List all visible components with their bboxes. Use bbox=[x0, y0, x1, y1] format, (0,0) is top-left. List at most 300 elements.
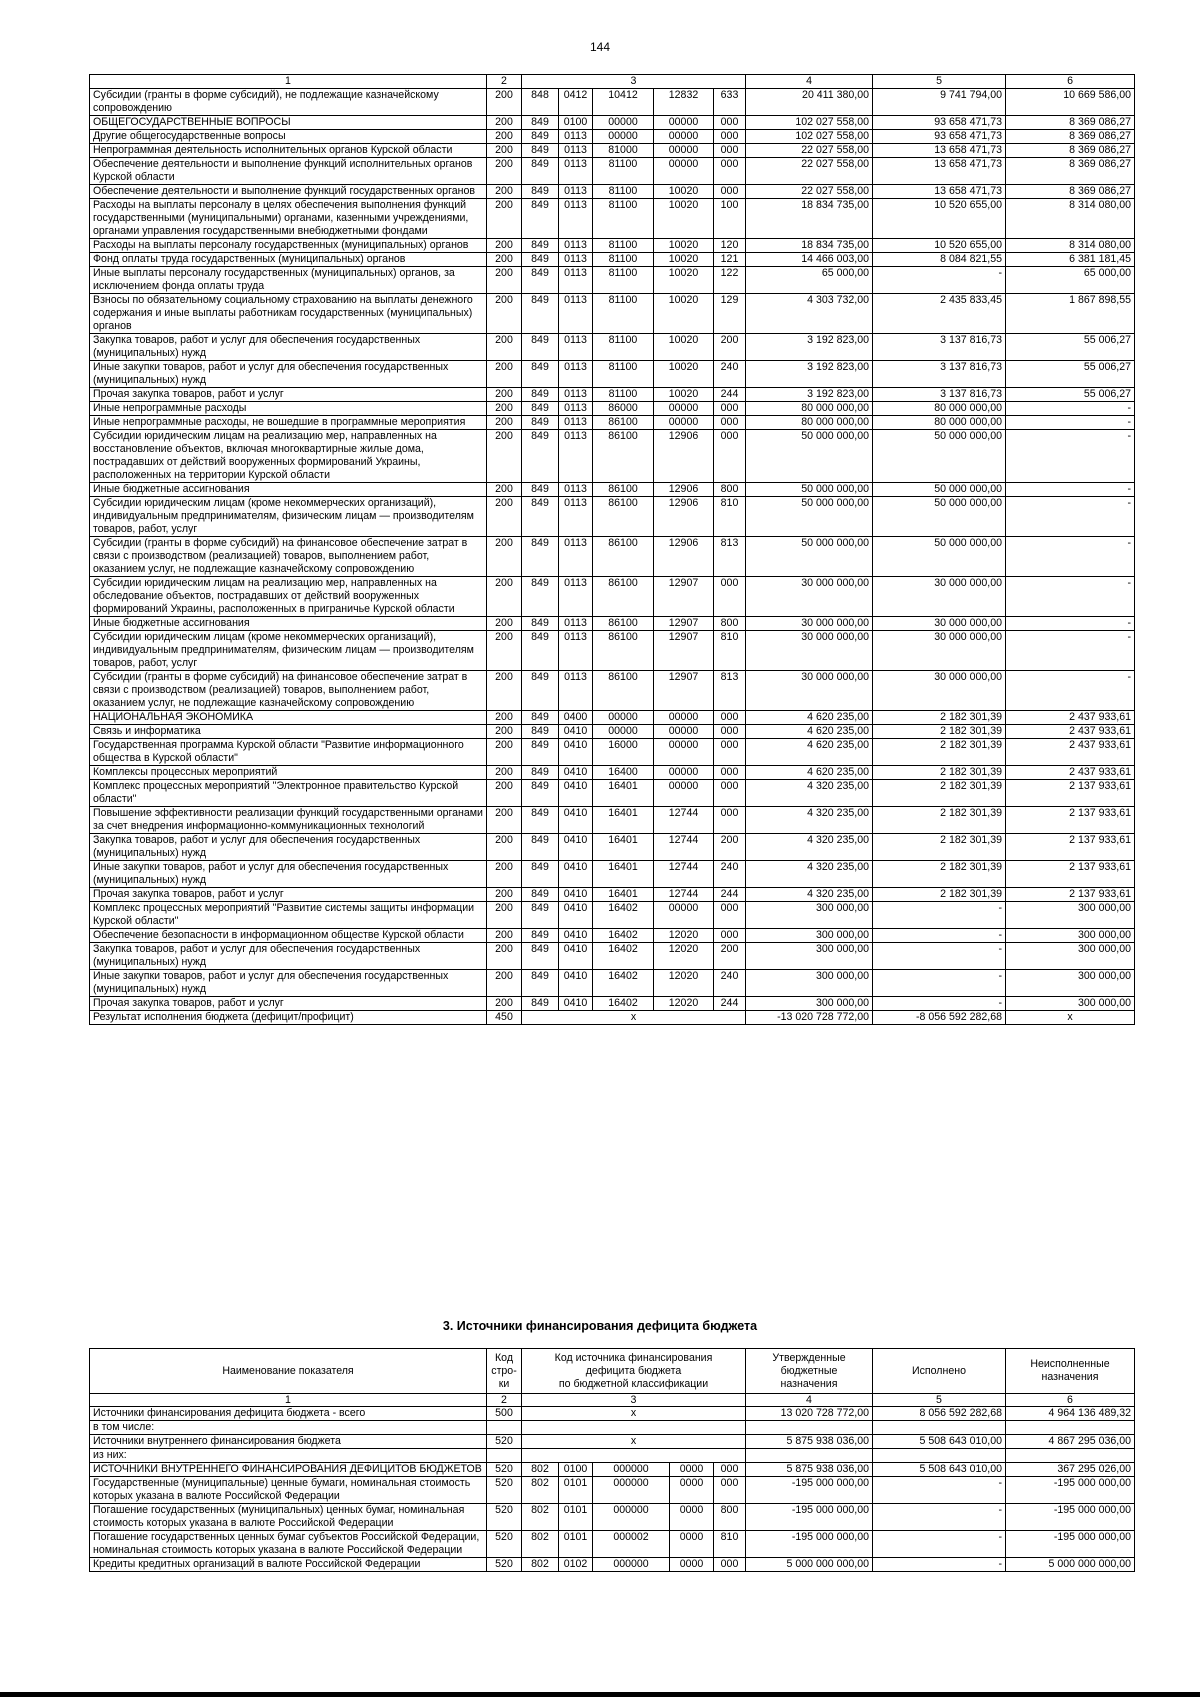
table-row bbox=[90, 1504, 1135, 1531]
unexecuted-amount: - bbox=[1006, 617, 1135, 631]
classification-code: 0410 bbox=[559, 943, 593, 970]
classification-code: 849 bbox=[522, 185, 559, 199]
header-line-code bbox=[487, 1349, 522, 1394]
unexecuted-amount: 2 437 933,61 bbox=[1006, 739, 1135, 766]
executed-amount: - bbox=[873, 943, 1006, 970]
classification-code: 12020 bbox=[654, 929, 714, 943]
unexecuted-amount: 2 137 933,61 bbox=[1006, 780, 1135, 807]
classification-code: 240 bbox=[714, 861, 746, 888]
line-code: 520 bbox=[487, 1531, 522, 1558]
classification-code: 00000 bbox=[654, 402, 714, 416]
classification-code: 849 bbox=[522, 780, 559, 807]
table-row bbox=[90, 294, 1135, 334]
classification-code: 849 bbox=[522, 253, 559, 267]
unexecuted-amount: - bbox=[1006, 631, 1135, 671]
empty-cell bbox=[1006, 1421, 1135, 1435]
classification-code: 849 bbox=[522, 416, 559, 430]
unexecuted-amount: 300 000,00 bbox=[1006, 929, 1135, 943]
classification-code: 81100 bbox=[593, 199, 654, 239]
column-number: 3 bbox=[522, 75, 746, 89]
table-row bbox=[90, 416, 1135, 430]
classification-code: 0400 bbox=[559, 711, 593, 725]
unexecuted-amount: - bbox=[1006, 537, 1135, 577]
table-row bbox=[90, 130, 1135, 144]
classification-code: 0410 bbox=[559, 807, 593, 834]
approved-amount: 18 834 735,00 bbox=[746, 199, 873, 239]
line-code: 520 bbox=[487, 1463, 522, 1477]
approved-amount: 4 320 235,00 bbox=[746, 780, 873, 807]
total-row bbox=[90, 1435, 1135, 1449]
classification-code: 0000 bbox=[670, 1477, 714, 1504]
classification-code: 12907 bbox=[654, 671, 714, 711]
approved-amount: 102 027 558,00 bbox=[746, 130, 873, 144]
classification-code: 81100 bbox=[593, 361, 654, 388]
header-line: Неисполненные bbox=[1030, 1358, 1110, 1370]
subheading-label: из них: bbox=[90, 1449, 487, 1463]
row-name: Закупка товаров, работ и услуг для обеспечения государственных (муниципальных) нужд bbox=[90, 834, 487, 861]
executed-amount: 2 182 301,39 bbox=[873, 739, 1006, 766]
approved-amount: 14 466 003,00 bbox=[746, 253, 873, 267]
classification-code: 849 bbox=[522, 617, 559, 631]
classification-code: 12744 bbox=[654, 807, 714, 834]
table-row bbox=[90, 199, 1135, 239]
classification-code: 244 bbox=[714, 997, 746, 1011]
classification-code: 849 bbox=[522, 902, 559, 929]
line-code: 200 bbox=[487, 144, 522, 158]
header-line: ки bbox=[498, 1377, 510, 1390]
table-row bbox=[90, 334, 1135, 361]
line-code: 200 bbox=[487, 89, 522, 116]
executed-amount: 13 658 471,73 bbox=[873, 158, 1006, 185]
row-name: Иные бюджетные ассигнования bbox=[90, 483, 487, 497]
classification-code: 849 bbox=[522, 943, 559, 970]
unexecuted-amount: 6 381 181,45 bbox=[1006, 253, 1135, 267]
executed-amount: 2 182 301,39 bbox=[873, 766, 1006, 780]
row-name: Субсидии (гранты в форме субсидий) на финансовое обеспечение затрат в связи с производством (реализацией) товаров, выполнением работ, оказанием услуг, не подлежащие казначейскому сопровождению bbox=[90, 537, 487, 577]
classification-code: 12020 bbox=[654, 943, 714, 970]
classification-code: 0113 bbox=[559, 671, 593, 711]
approved-amount: 300 000,00 bbox=[746, 902, 873, 929]
classification-code: 810 bbox=[714, 631, 746, 671]
line-code: 200 bbox=[487, 888, 522, 902]
table-row bbox=[90, 766, 1135, 780]
executed-amount: 8 056 592 282,68 bbox=[873, 1407, 1006, 1421]
classification-code: 00000 bbox=[654, 739, 714, 766]
classification-code: 81100 bbox=[593, 294, 654, 334]
approved-amount: 4 620 235,00 bbox=[746, 725, 873, 739]
row-name: Погашение государственных ценных бумаг субъектов Российской Федерации, номинальная стоимость которых указана в валюте Российской Федерации bbox=[90, 1531, 487, 1558]
total-row bbox=[90, 1407, 1135, 1421]
classification-code: 81100 bbox=[593, 388, 654, 402]
classification-code: 10020 bbox=[654, 388, 714, 402]
classification-code: 800 bbox=[714, 617, 746, 631]
line-code: 200 bbox=[487, 239, 522, 253]
row-name: Прочая закупка товаров, работ и услуг bbox=[90, 997, 487, 1011]
line-code: 200 bbox=[487, 997, 522, 1011]
row-name: Кредиты кредитных организаций в валюте Российской Федерации bbox=[90, 1558, 487, 1572]
classification-code: 0100 bbox=[559, 1463, 593, 1477]
executed-amount: - bbox=[873, 970, 1006, 997]
table-row bbox=[90, 497, 1135, 537]
row-name: ОБЩЕГОСУДАРСТВЕННЫЕ ВОПРОСЫ bbox=[90, 116, 487, 130]
table-row bbox=[90, 1558, 1135, 1572]
classification-code: 00000 bbox=[654, 158, 714, 185]
subheading-label: в том числе: bbox=[90, 1421, 487, 1435]
header-name: Наименование показателя bbox=[90, 1349, 487, 1394]
classification-code: 10020 bbox=[654, 361, 714, 388]
classification-code: 00000 bbox=[654, 766, 714, 780]
classification-code: 849 bbox=[522, 807, 559, 834]
line-code: 200 bbox=[487, 780, 522, 807]
header-executed: Исполнено bbox=[873, 1349, 1006, 1394]
classification-code: 000 bbox=[714, 158, 746, 185]
executed-amount: 2 182 301,39 bbox=[873, 861, 1006, 888]
column-number: 4 bbox=[746, 75, 873, 89]
row-name: Субсидии юридическим лицам на реализацию мер, направленных на восстановление объектов, включая многоквартирные жилые дома, пострадавших от действий вооруженных формирований Украины, расположенных на территории Курской области bbox=[90, 430, 487, 483]
line-code: 200 bbox=[487, 834, 522, 861]
column-number: 1 bbox=[90, 1394, 487, 1407]
approved-amount: 300 000,00 bbox=[746, 943, 873, 970]
executed-amount: 93 658 471,73 bbox=[873, 116, 1006, 130]
classification-code: 16401 bbox=[593, 780, 654, 807]
classification-code: 12907 bbox=[654, 617, 714, 631]
unexecuted-amount: 367 295 026,00 bbox=[1006, 1463, 1135, 1477]
classification-code: 122 bbox=[714, 267, 746, 294]
approved-amount: 50 000 000,00 bbox=[746, 497, 873, 537]
empty-cell bbox=[487, 1449, 522, 1463]
unexecuted-amount: x bbox=[1006, 1011, 1135, 1025]
executed-amount: 2 182 301,39 bbox=[873, 888, 1006, 902]
classification-code: 12907 bbox=[654, 577, 714, 617]
classification-code: 00000 bbox=[593, 116, 654, 130]
classification-code: 16402 bbox=[593, 970, 654, 997]
classification-code: 0113 bbox=[559, 334, 593, 361]
classification-code: 813 bbox=[714, 671, 746, 711]
table-row bbox=[90, 483, 1135, 497]
classification-code: 0113 bbox=[559, 361, 593, 388]
classification-code: 0113 bbox=[559, 483, 593, 497]
classification-code: 10412 bbox=[593, 89, 654, 116]
header-line: назначения bbox=[1041, 1371, 1099, 1383]
classification-code: 00000 bbox=[654, 144, 714, 158]
table-row bbox=[90, 388, 1135, 402]
row-name: Субсидии юридическим лицам (кроме некоммерческих организаций), индивидуальным предпринимателям, физическим лицам — производителям товаров, работ, услуг bbox=[90, 631, 487, 671]
line-code: 200 bbox=[487, 267, 522, 294]
deficit-sources-table bbox=[89, 1348, 1135, 1572]
classification-code: 813 bbox=[714, 537, 746, 577]
classification-code: 000 bbox=[714, 1477, 746, 1504]
classification-code: 0113 bbox=[559, 430, 593, 483]
classification-code: 849 bbox=[522, 739, 559, 766]
classification-code: 800 bbox=[714, 483, 746, 497]
line-code: 200 bbox=[487, 334, 522, 361]
table-row bbox=[90, 671, 1135, 711]
classification-code: 000 bbox=[714, 402, 746, 416]
unexecuted-amount: 2 437 933,61 bbox=[1006, 766, 1135, 780]
table-row bbox=[90, 997, 1135, 1011]
classification-code: 0113 bbox=[559, 294, 593, 334]
row-name: НАЦИОНАЛЬНАЯ ЭКОНОМИКА bbox=[90, 711, 487, 725]
executed-amount: 50 000 000,00 bbox=[873, 430, 1006, 483]
classification-code: 0410 bbox=[559, 739, 593, 766]
approved-amount: 300 000,00 bbox=[746, 997, 873, 1011]
unexecuted-amount: - bbox=[1006, 483, 1135, 497]
table-row bbox=[90, 929, 1135, 943]
line-code: 200 bbox=[487, 416, 522, 430]
unexecuted-amount: 55 006,27 bbox=[1006, 334, 1135, 361]
row-name: Государственная программа Курской области "Развитие информационного общества в Курской области" bbox=[90, 739, 487, 766]
executed-amount: - bbox=[873, 1504, 1006, 1531]
row-name: Государственные (муниципальные) ценные бумаги, номинальная стоимость которых указана в валюте Российской Федерации bbox=[90, 1477, 487, 1504]
unexecuted-amount: 8 369 086,27 bbox=[1006, 158, 1135, 185]
subheading-row bbox=[90, 1449, 1135, 1463]
classification-code: 86100 bbox=[593, 537, 654, 577]
executed-amount: 5 508 643 010,00 bbox=[873, 1435, 1006, 1449]
classification-code: 0113 bbox=[559, 253, 593, 267]
row-name: Субсидии юридическим лицам на реализацию мер, направленных на обследование объектов, пострадавших от действий вооруженных формирований Украины, расположенных в приграничье Курской области bbox=[90, 577, 487, 617]
classification-code: 0113 bbox=[559, 199, 593, 239]
classification-code: 0410 bbox=[559, 970, 593, 997]
line-code: 200 bbox=[487, 725, 522, 739]
classification-code: 10020 bbox=[654, 185, 714, 199]
classification-code: 81000 bbox=[593, 144, 654, 158]
classification-code: 0113 bbox=[559, 537, 593, 577]
classification-code: 00000 bbox=[593, 711, 654, 725]
classification-code: 849 bbox=[522, 402, 559, 416]
classification-code: 000 bbox=[714, 766, 746, 780]
unexecuted-amount: 8 369 086,27 bbox=[1006, 185, 1135, 199]
classification-code: 86100 bbox=[593, 577, 654, 617]
column-number: 3 bbox=[522, 1394, 746, 1407]
row-name: Комплексы процессных мероприятий bbox=[90, 766, 487, 780]
table-row bbox=[90, 902, 1135, 929]
classification-code: 0412 bbox=[559, 89, 593, 116]
classification-code: 000 bbox=[714, 416, 746, 430]
approved-amount: 50 000 000,00 bbox=[746, 537, 873, 577]
executed-amount: - bbox=[873, 1558, 1006, 1572]
classification-code: 200 bbox=[714, 943, 746, 970]
classification-code: 802 bbox=[522, 1477, 559, 1504]
classification-code: 12906 bbox=[654, 483, 714, 497]
classification-code: 849 bbox=[522, 483, 559, 497]
line-code: 200 bbox=[487, 617, 522, 631]
row-name: Комплекс процессных мероприятий "Электронное правительство Курской области" bbox=[90, 780, 487, 807]
row-name: Другие общегосударственные вопросы bbox=[90, 130, 487, 144]
line-code: 200 bbox=[487, 402, 522, 416]
table-row bbox=[90, 253, 1135, 267]
classification-code: 0410 bbox=[559, 725, 593, 739]
classification-code: 00000 bbox=[654, 902, 714, 929]
classification-code: 81100 bbox=[593, 239, 654, 253]
classification-code: 12744 bbox=[654, 888, 714, 902]
empty-cell bbox=[873, 1421, 1006, 1435]
classification-code: 000 bbox=[714, 739, 746, 766]
classification-code: 10020 bbox=[654, 199, 714, 239]
classification-code: 00000 bbox=[654, 711, 714, 725]
empty-cell bbox=[873, 1449, 1006, 1463]
approved-amount: 102 027 558,00 bbox=[746, 116, 873, 130]
row-name: Иные выплаты персоналу государственных (муниципальных) органов, за исключением фонда оплаты труда bbox=[90, 267, 487, 294]
unexecuted-amount: 4 964 136 489,32 bbox=[1006, 1407, 1135, 1421]
row-name: Закупка товаров, работ и услуг для обеспечения государственных (муниципальных) нужд bbox=[90, 334, 487, 361]
classification-code: 86100 bbox=[593, 617, 654, 631]
row-name: Иные непрограммные расходы, не вошедшие в программные мероприятия bbox=[90, 416, 487, 430]
classification-code: 0113 bbox=[559, 239, 593, 253]
classification-code: 86100 bbox=[593, 671, 654, 711]
classification-code: 000 bbox=[714, 725, 746, 739]
unexecuted-amount: 2 437 933,61 bbox=[1006, 725, 1135, 739]
approved-amount: 4 303 732,00 bbox=[746, 294, 873, 334]
classification-code: 000 bbox=[714, 185, 746, 199]
approved-amount: 22 027 558,00 bbox=[746, 158, 873, 185]
classification-code: 16401 bbox=[593, 888, 654, 902]
classification-code: 849 bbox=[522, 711, 559, 725]
table-row bbox=[90, 834, 1135, 861]
line-code: 200 bbox=[487, 671, 522, 711]
classification-code: 244 bbox=[714, 888, 746, 902]
classification-code: 849 bbox=[522, 144, 559, 158]
row-name: ИСТОЧНИКИ ВНУТРЕННЕГО ФИНАНСИРОВАНИЯ ДЕФИЦИТОВ БЮДЖЕТОВ bbox=[90, 1463, 487, 1477]
header-source-code bbox=[522, 1349, 746, 1394]
unexecuted-amount: 8 369 086,27 bbox=[1006, 144, 1135, 158]
classification-code: 86100 bbox=[593, 483, 654, 497]
unexecuted-amount: - bbox=[1006, 497, 1135, 537]
executed-amount: 30 000 000,00 bbox=[873, 631, 1006, 671]
classification-code: x bbox=[522, 1435, 746, 1449]
approved-amount: 3 192 823,00 bbox=[746, 334, 873, 361]
line-code: 200 bbox=[487, 130, 522, 144]
table-row bbox=[90, 158, 1135, 185]
classification-code: 0113 bbox=[559, 388, 593, 402]
table-row bbox=[90, 888, 1135, 902]
approved-amount: 5 875 938 036,00 bbox=[746, 1463, 873, 1477]
classification-code: 0113 bbox=[559, 416, 593, 430]
classification-code: 10020 bbox=[654, 239, 714, 253]
classification-code: 86100 bbox=[593, 430, 654, 483]
classification-code: 000002 bbox=[593, 1531, 670, 1558]
row-name: Комплекс процессных мероприятий "Развитие системы защиты информации Курской области" bbox=[90, 902, 487, 929]
row-name: Взносы по обязательному социальному страхованию на выплаты денежного содержания и иные выплаты работникам государственных (муниципальных) органов bbox=[90, 294, 487, 334]
classification-code: 0410 bbox=[559, 997, 593, 1011]
header-line: Код bbox=[494, 1351, 513, 1364]
executed-amount: 9 741 794,00 bbox=[873, 89, 1006, 116]
header-line: назначения bbox=[780, 1377, 838, 1390]
row-name: Фонд оплаты труда государственных (муниципальных) органов bbox=[90, 253, 487, 267]
table-row bbox=[90, 1531, 1135, 1558]
table-row bbox=[90, 267, 1135, 294]
classification-code: 0101 bbox=[559, 1477, 593, 1504]
classification-code: 849 bbox=[522, 239, 559, 253]
classification-code: 16402 bbox=[593, 943, 654, 970]
column-number: 6 bbox=[1006, 1394, 1135, 1407]
classification-code: 12907 bbox=[654, 631, 714, 671]
empty-cell bbox=[746, 1421, 873, 1435]
classification-code: 16401 bbox=[593, 861, 654, 888]
classification-code: 849 bbox=[522, 725, 559, 739]
classification-code: 0113 bbox=[559, 617, 593, 631]
line-code: 200 bbox=[487, 631, 522, 671]
table-row bbox=[90, 239, 1135, 253]
classification-code: 12906 bbox=[654, 497, 714, 537]
classification-code: 849 bbox=[522, 888, 559, 902]
empty-cell bbox=[746, 1449, 873, 1463]
line-code: 200 bbox=[487, 199, 522, 239]
executed-amount: 50 000 000,00 bbox=[873, 537, 1006, 577]
classification-code: 81100 bbox=[593, 185, 654, 199]
row-name: Повышение эффективности реализации функций государственными органами за счет внедрения информационно-коммуникационных технологий bbox=[90, 807, 487, 834]
classification-code: 10020 bbox=[654, 253, 714, 267]
line-code: 200 bbox=[487, 807, 522, 834]
classification-code: 200 bbox=[714, 334, 746, 361]
empty-cell bbox=[522, 1449, 746, 1463]
line-code: 200 bbox=[487, 497, 522, 537]
line-code: 200 bbox=[487, 537, 522, 577]
executed-amount: 2 182 301,39 bbox=[873, 807, 1006, 834]
classification-code: 849 bbox=[522, 294, 559, 334]
row-name: Источники внутреннего финансирования бюджета bbox=[90, 1435, 487, 1449]
classification-code: 00000 bbox=[654, 780, 714, 807]
line-code: 520 bbox=[487, 1477, 522, 1504]
empty-cell bbox=[1006, 1449, 1135, 1463]
classification-code: x bbox=[522, 1407, 746, 1421]
row-name: Иные закупки товаров, работ и услуг для обеспечения государственных (муниципальных) нужд bbox=[90, 970, 487, 997]
sources-table-body bbox=[90, 1349, 1135, 1572]
table-row bbox=[90, 361, 1135, 388]
approved-amount: 300 000,00 bbox=[746, 929, 873, 943]
line-code: 200 bbox=[487, 430, 522, 483]
row-name: Источники финансирования дефицита бюджета - всего bbox=[90, 1407, 487, 1421]
executed-amount: 80 000 000,00 bbox=[873, 402, 1006, 416]
classification-code: 00000 bbox=[593, 130, 654, 144]
executed-amount: 10 520 655,00 bbox=[873, 199, 1006, 239]
classification-code: 000 bbox=[714, 780, 746, 807]
approved-amount: 4 620 235,00 bbox=[746, 711, 873, 725]
budget-result-row bbox=[90, 1011, 1135, 1025]
table-row bbox=[90, 1463, 1135, 1477]
approved-amount: 50 000 000,00 bbox=[746, 483, 873, 497]
classification-code: 000000 bbox=[593, 1463, 670, 1477]
table-row bbox=[90, 725, 1135, 739]
unexecuted-amount: 8 369 086,27 bbox=[1006, 116, 1135, 130]
classification-code: 0102 bbox=[559, 1558, 593, 1572]
header-line: Код источника финансирования bbox=[554, 1351, 713, 1364]
classification-code: 849 bbox=[522, 537, 559, 577]
classification-code: 00000 bbox=[654, 130, 714, 144]
unexecuted-amount: 55 006,27 bbox=[1006, 388, 1135, 402]
approved-amount: 30 000 000,00 bbox=[746, 631, 873, 671]
classification-code: 849 bbox=[522, 497, 559, 537]
executed-amount: 30 000 000,00 bbox=[873, 671, 1006, 711]
executed-amount: - bbox=[873, 997, 1006, 1011]
executed-amount: 80 000 000,00 bbox=[873, 416, 1006, 430]
column-number: 1 bbox=[90, 75, 487, 89]
classification-code: 0113 bbox=[559, 631, 593, 671]
executed-amount: 2 182 301,39 bbox=[873, 711, 1006, 725]
classification-code: 240 bbox=[714, 970, 746, 997]
classification-code: 0410 bbox=[559, 834, 593, 861]
line-code: 200 bbox=[487, 253, 522, 267]
unexecuted-amount: - bbox=[1006, 430, 1135, 483]
executed-amount: 93 658 471,73 bbox=[873, 130, 1006, 144]
executed-amount: -8 056 592 282,68 bbox=[873, 1011, 1006, 1025]
classification-code: 81100 bbox=[593, 267, 654, 294]
classification-code: 0410 bbox=[559, 780, 593, 807]
executed-amount: 2 182 301,39 bbox=[873, 780, 1006, 807]
classification-code: 0113 bbox=[559, 497, 593, 537]
header-line: дефицита бюджета bbox=[585, 1364, 682, 1377]
classification-code: 16402 bbox=[593, 929, 654, 943]
classification-code: 810 bbox=[714, 497, 746, 537]
